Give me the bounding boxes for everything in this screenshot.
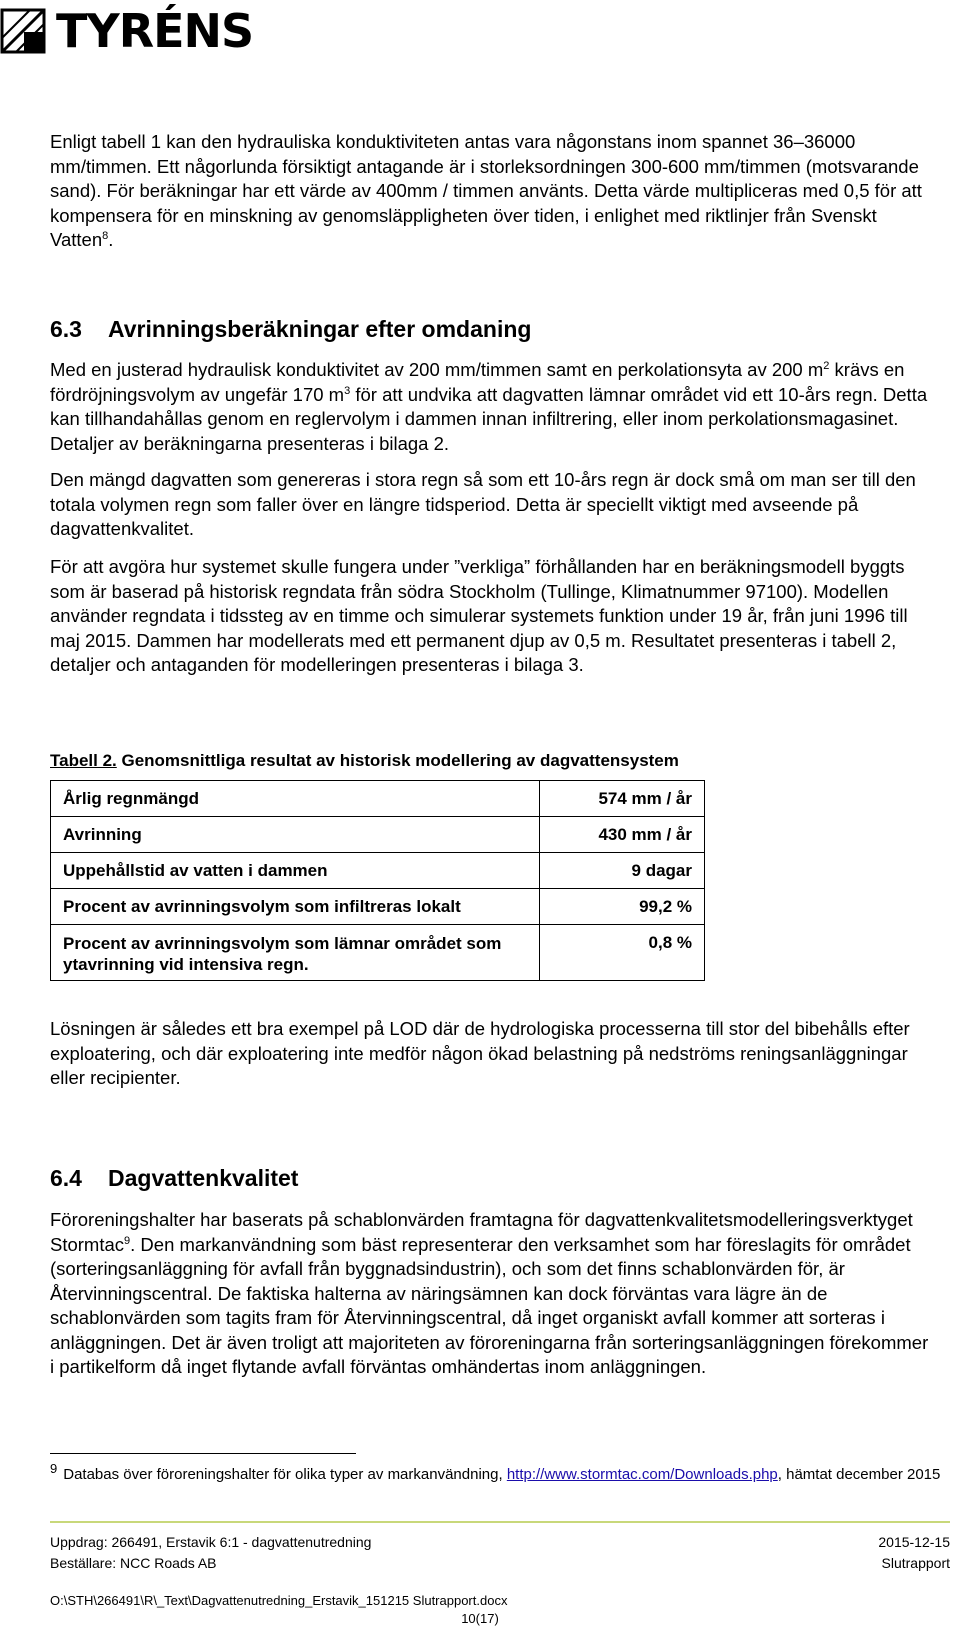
paragraph-fororeningshalter [50, 1208, 930, 1380]
section-heading-6-4 [50, 1165, 298, 1192]
footnote-divider [50, 1453, 356, 1454]
row-label: Procent av avrinningsvolym som infiltreras lokalt [51, 889, 540, 925]
paragraph-perkolation [50, 358, 930, 456]
intro-text: Enligt tabell 1 kan den hydrauliska konduktiviteten antas vara någonstans inom spannet 36–36000 mm/timmen. Ett någorlunda försiktigt antagande är i storleksordningen 300-600 mm/timmen (motsvarande sand). För beräkningar har ett värde av 400mm / timmen använts. Detta värde multipliceras med 0,5 för att kompensera för en minskning av genomsläppligheten över tiden, i enlighet med riktlinjer från Svenskt Vatten [50, 131, 922, 250]
footer-status: Slutrapport [881, 1555, 950, 1571]
footnote-ref-8: 8 [102, 229, 109, 242]
intro-tail: . [108, 229, 114, 250]
row-value: 574 mm / år [540, 781, 705, 817]
section-number: 6.4 [50, 1165, 82, 1191]
tyrens-logo [0, 4, 254, 58]
section-heading-6-3 [50, 316, 531, 343]
text-span: för att undvika att dagvatten lämnar området vid ett 10-års regn. Detta kan tillhandahållas genom en reglervolym i dammen innan infiltrering, eller inom perkolationsmagasinet. Detaljer av beräkningarna presenteras i bilaga 2. [50, 383, 928, 454]
footer-client: Beställare: NCC Roads AB [50, 1555, 217, 1571]
footnote-text-tail: , hämtat december 2015 [777, 1466, 941, 1483]
text-span: Föroreningshalter har baserats på schablonvärden framtagna för dagvattenkvalitetsmodelleringsverktyget Stormtac [50, 1209, 913, 1255]
superscript: 9 [124, 1234, 131, 1247]
table-caption-label: Tabell 2. [50, 751, 117, 770]
table-caption [50, 751, 679, 771]
row-label: Avrinning [51, 817, 540, 853]
table-row [51, 853, 705, 889]
table-row [51, 781, 705, 817]
section-title: Avrinningsberäkningar efter omdaning [108, 316, 532, 342]
footer-divider [50, 1521, 950, 1523]
text-span: krävs en fördröjningsvolym av ungefär 170 m [50, 359, 905, 405]
page-number: 10(17) [461, 1611, 499, 1626]
footer-left [50, 1532, 371, 1574]
brand-name: TYRÉNS [56, 4, 254, 58]
table-row [51, 925, 705, 981]
footer-right [878, 1532, 950, 1574]
results-table [50, 780, 705, 981]
superscript: 2 [823, 359, 830, 372]
stormtac-link[interactable]: http://www.stormtac.com/Downloads.php [506, 1466, 778, 1483]
superscript: 3 [344, 384, 351, 397]
paragraph-dagvatten-mangd: Den mängd dagvatten som genereras i stora regn så som ett 10-års regn är dock små om man ser till den totala volymen regn som faller över en längre tidsperiod. Detta är speciellt viktigt med avseende på dagvattenkvalitet. [50, 469, 916, 539]
row-value: 9 dagar [540, 853, 705, 889]
row-label: Procent av avrinningsvolym som lämnar området som ytavrinning vid intensiva regn. [51, 925, 540, 981]
row-value: 0,8 % [540, 925, 705, 981]
section-title: Dagvattenkvalitet [108, 1165, 299, 1191]
text-span: Med en justerad hydraulisk konduktivitet av 200 mm/timmen samt en perkolationsyta av 200 m [50, 359, 824, 380]
footer-file-path: O:\STH\266491\R\_Text\Dagvattenutredning_Erstavik_151215 Slutrapport.docx [50, 1593, 508, 1608]
paragraph-berakningsmodell: För att avgöra hur systemet skulle fungera under ”verkliga” förhållanden har en beräkningsmodell byggts som är baserad på historisk regndata från södra Stockholm (Tullinge, Klimatnummer 97100). Modellen använder regndata i tidssteg av en timme och simulerar systemets funktion under 19 år, från juni 1996 till maj 2015. Dammen har modellerats med ett permanent djup av 0,5 m. Resultatet presenteras i tabell 2, detaljer och antaganden för modelleringen presenteras i bilaga 3. [50, 556, 908, 675]
tyrens-logo-mark-icon [0, 8, 46, 54]
text-span: . Den markanvändning som bäst representerar den verksamhet som har föreslagits för området (sorteringsanläggning för avfall från byggnadsindustrin), och som det finns schablonvärden för, är Återvinningscentral. De faktiska halterna av näringsämnen kan dock förväntas vara lägre än de schablonvärden som tagits fram för Återvinningscentral, då inget organiskt avfall kommer att sorteras i anläggningen. Det är även troligt att majoriteten av föroreningarna från sorteringsanläggningen förekommer i partikelform då inget flytande avfall förväntas omhändertas inom anläggningen. [50, 1233, 929, 1377]
footnote-text: Databas över föroreningshalter för olika typer av markanvändning, [63, 1466, 507, 1483]
row-label: Uppehållstid av vatten i dammen [51, 853, 540, 889]
row-label: Årlig regnmängd [51, 781, 540, 817]
footer-date: 2015-12-15 [878, 1534, 950, 1550]
intro-paragraph [50, 130, 930, 253]
paragraph-conclusion: Lösningen är således ett bra exempel på LOD där de hydrologiska processerna till stor del bibehålls efter exploatering, och där exploatering inte medför någon ökad belastning på nedströms reningsanläggningar eller recipienter. [50, 1018, 910, 1088]
footer-assignment: Uppdrag: 266491, Erstavik 6:1 - dagvattenutredning [50, 1534, 372, 1550]
footnote-9 [50, 1461, 950, 1485]
row-value: 99,2 % [540, 889, 705, 925]
table-row [51, 889, 705, 925]
row-value: 430 mm / år [540, 817, 705, 853]
section-number: 6.3 [50, 316, 82, 342]
footnote-number: 9 [50, 1461, 58, 1476]
table-row [51, 817, 705, 853]
table-caption-text: Genomsnittliga resultat av historisk modellering av dagvattensystem [116, 751, 679, 770]
